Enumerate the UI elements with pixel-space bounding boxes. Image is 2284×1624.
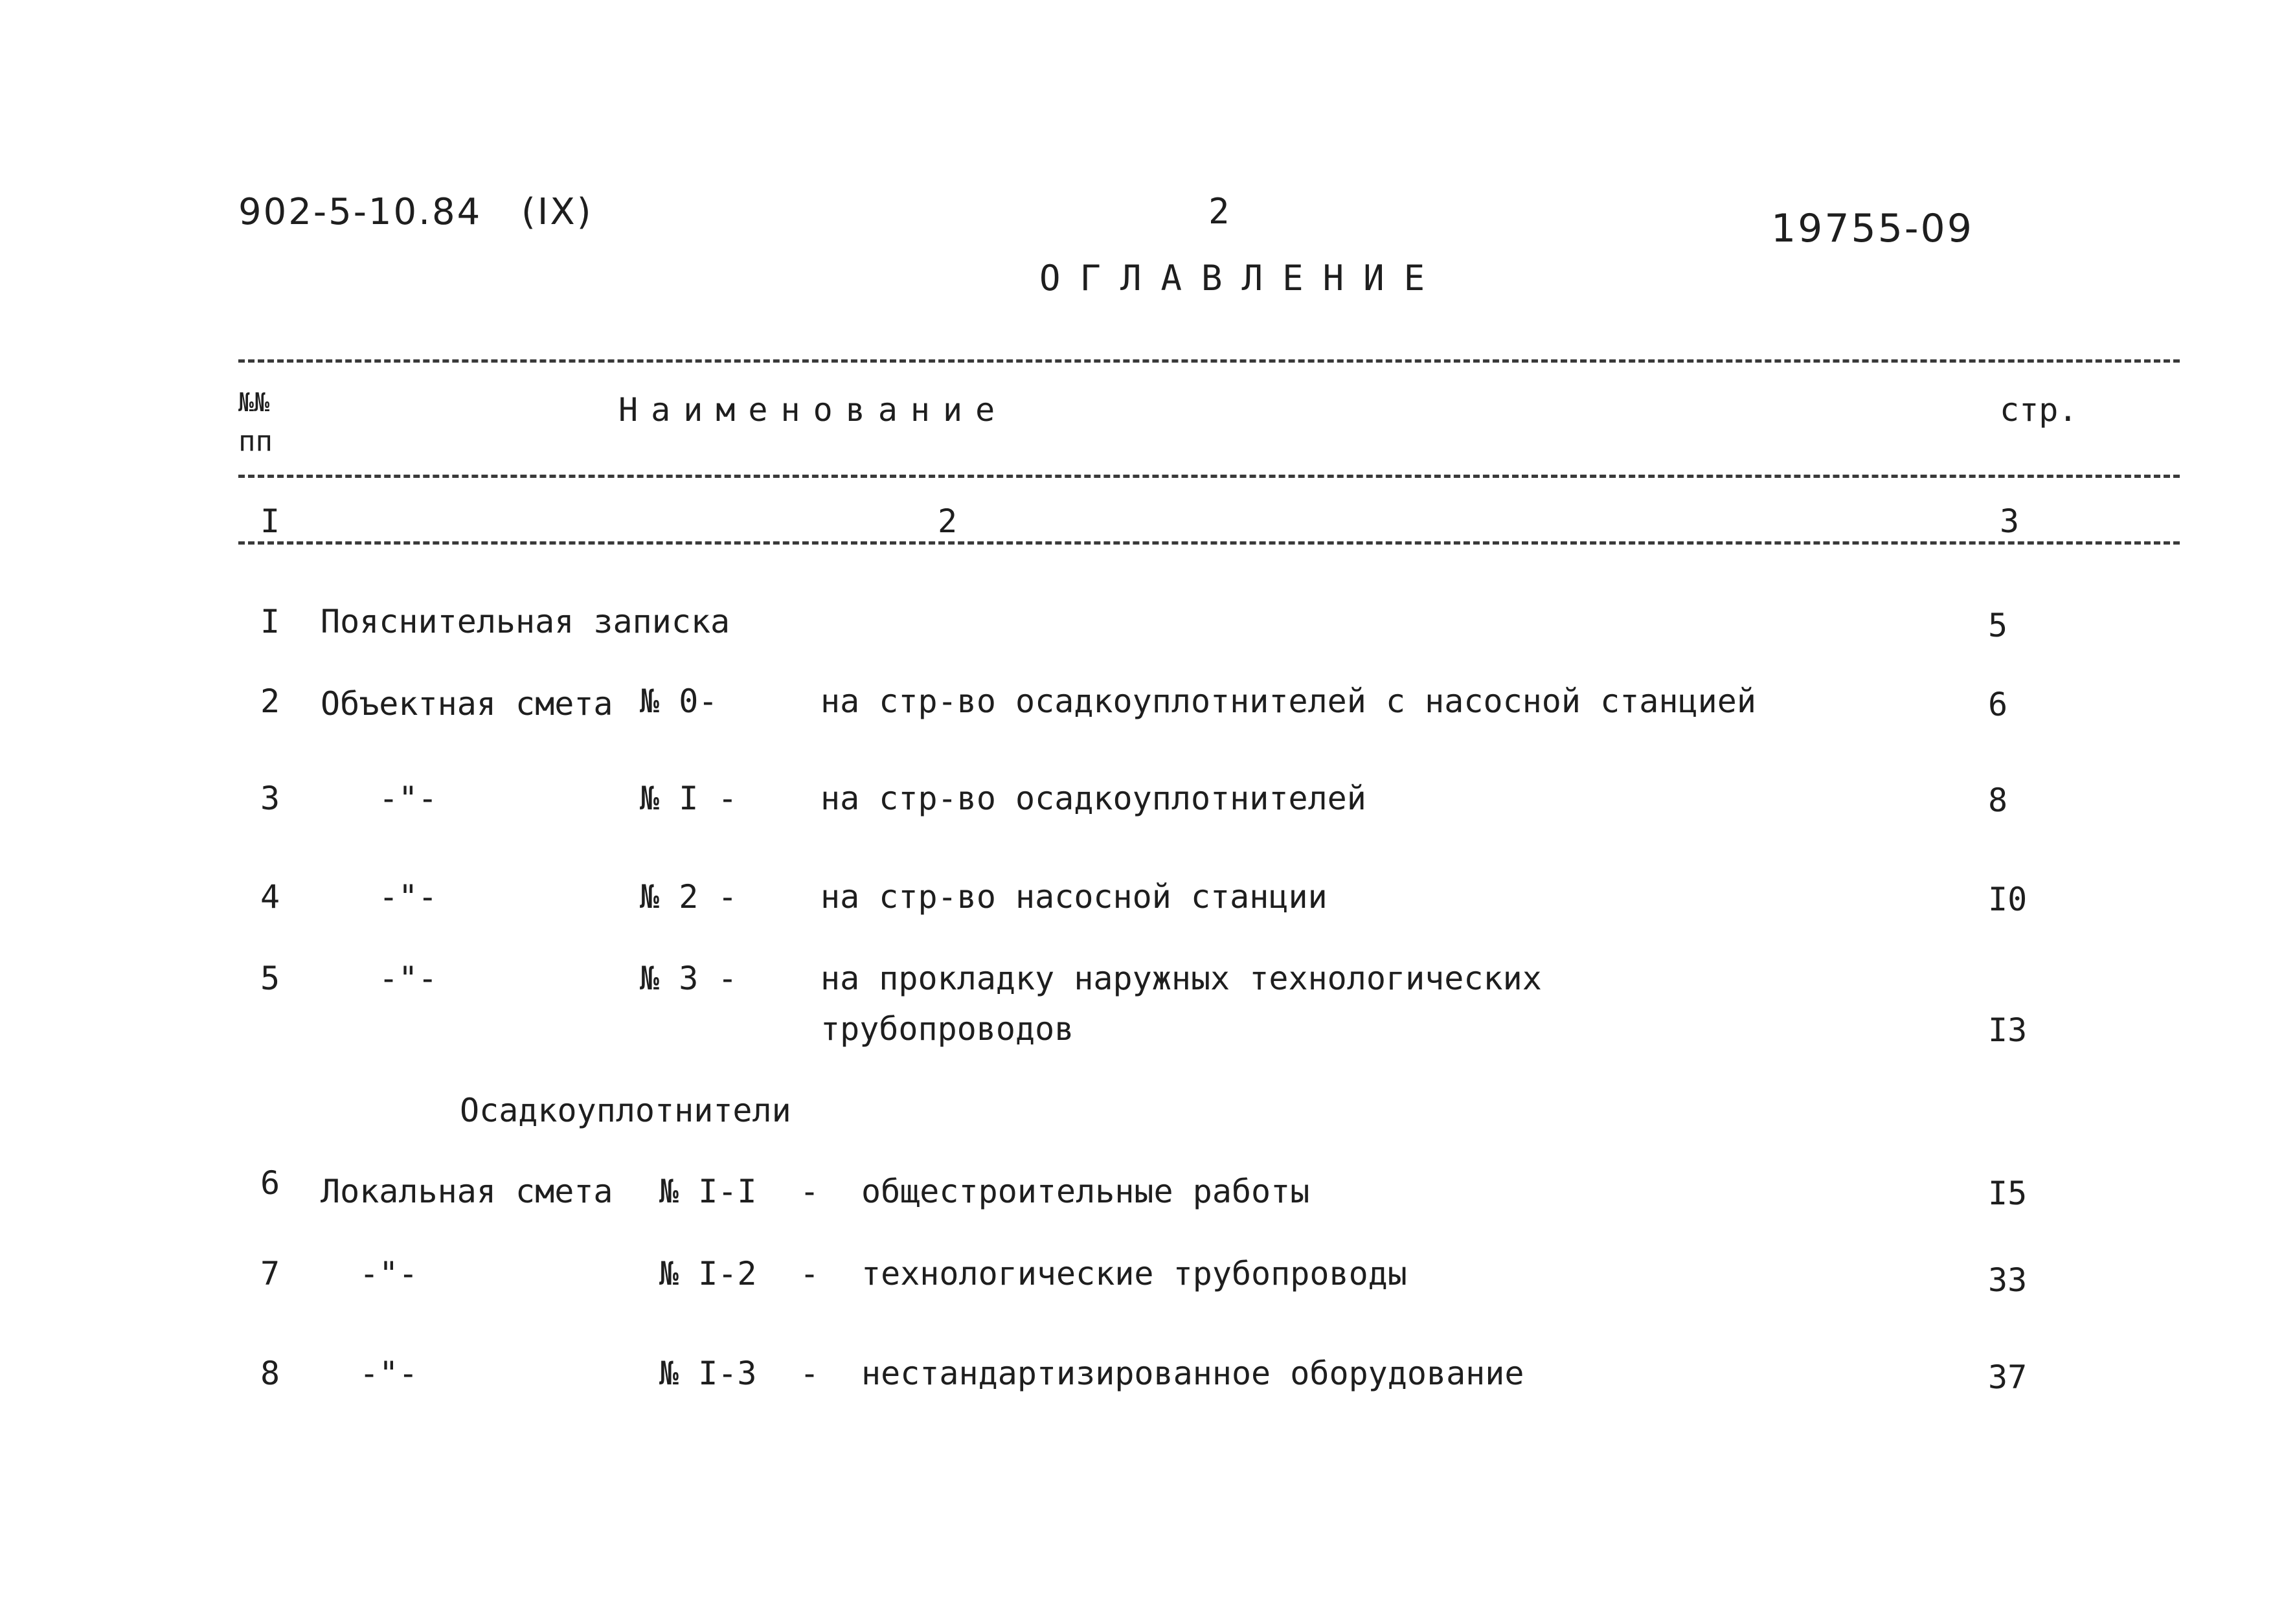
column-header-name: Наименование xyxy=(618,391,1008,429)
row-7-number: 7 xyxy=(260,1255,280,1292)
table-top-rule xyxy=(238,359,2180,363)
column-numbers-rule xyxy=(238,541,2180,545)
row-7-name: -"- xyxy=(359,1255,418,1292)
row-3-number: 3 xyxy=(260,780,280,817)
row-2-page: 6 xyxy=(1988,686,2008,723)
row-2-sign: № 0- xyxy=(640,682,718,720)
row-6-number: 6 xyxy=(260,1164,280,1202)
row-3-name: -"- xyxy=(379,780,438,817)
page-title: ОГЛАВЛЕНИЕ xyxy=(1039,258,1445,299)
row-4-sign: № 2 - xyxy=(640,878,738,916)
row-8-name: -"- xyxy=(359,1355,418,1392)
row-5-sign: № 3 - xyxy=(640,960,738,997)
row-2-number: 2 xyxy=(260,682,280,720)
row-5-name: -"- xyxy=(379,960,438,997)
row-3-description: на стр-во осадкоуплотнителей xyxy=(820,780,1366,817)
row-5-description-continued: трубопроводов xyxy=(820,1010,1074,1048)
row-4-description: на стр-во насосной станции xyxy=(820,878,1328,916)
row-3-sign: № I - xyxy=(640,780,738,817)
row-6-page: I5 xyxy=(1988,1175,2028,1212)
row-8-number: 8 xyxy=(260,1355,280,1392)
row-1-page: 5 xyxy=(1988,607,2008,644)
row-7-page: 33 xyxy=(1988,1261,2028,1299)
row-1-number: I xyxy=(260,603,280,640)
row-8-dash: - xyxy=(800,1355,820,1392)
column-header-number-line1: №№ xyxy=(238,388,270,418)
page-number: 2 xyxy=(1208,191,1230,232)
row-1-name: Пояснительная записка xyxy=(321,603,730,640)
row-6-sign: № I-I xyxy=(659,1173,757,1210)
document-part: (IX) xyxy=(521,191,593,233)
row-6-dash: - xyxy=(800,1173,820,1210)
row-2-name: Объектная смета xyxy=(321,685,613,723)
row-7-dash: - xyxy=(800,1255,820,1292)
row-8-page: 37 xyxy=(1988,1359,2028,1396)
row-8-description: нестандартизированное оборудование xyxy=(861,1355,1524,1392)
row-2-description: на стр-во осадкоуплотнителей с насосной станцией xyxy=(820,682,1756,720)
row-7-description: технологические трубопроводы xyxy=(861,1255,1407,1292)
row-4-page: I0 xyxy=(1988,881,2028,918)
row-6-description: общестроительные работы xyxy=(861,1173,1310,1210)
column-number-1: I xyxy=(260,502,280,540)
row-4-number: 4 xyxy=(260,878,280,916)
row-5-description: на прокладку наружных технологических xyxy=(820,960,1542,997)
column-header-number-line2: пп xyxy=(238,425,273,458)
header-separator-rule xyxy=(238,475,2180,478)
column-number-2: 2 xyxy=(938,502,958,540)
row-6-name: Локальная смета xyxy=(321,1173,613,1210)
row-4-name: -"- xyxy=(379,878,438,916)
row-7-sign: № I-2 xyxy=(659,1255,757,1292)
document-code: 902-5-10.84 xyxy=(238,191,482,233)
section-heading: Осадкоуплотнители xyxy=(460,1092,791,1129)
row-5-page: I3 xyxy=(1988,1011,2028,1049)
archive-number: 19755-09 xyxy=(1771,206,1974,251)
column-header-page: стр. xyxy=(2000,391,2078,429)
row-5-number: 5 xyxy=(260,960,280,997)
row-8-sign: № I-3 xyxy=(659,1355,757,1392)
row-3-page: 8 xyxy=(1988,782,2008,819)
column-number-3: 3 xyxy=(2000,502,2020,540)
